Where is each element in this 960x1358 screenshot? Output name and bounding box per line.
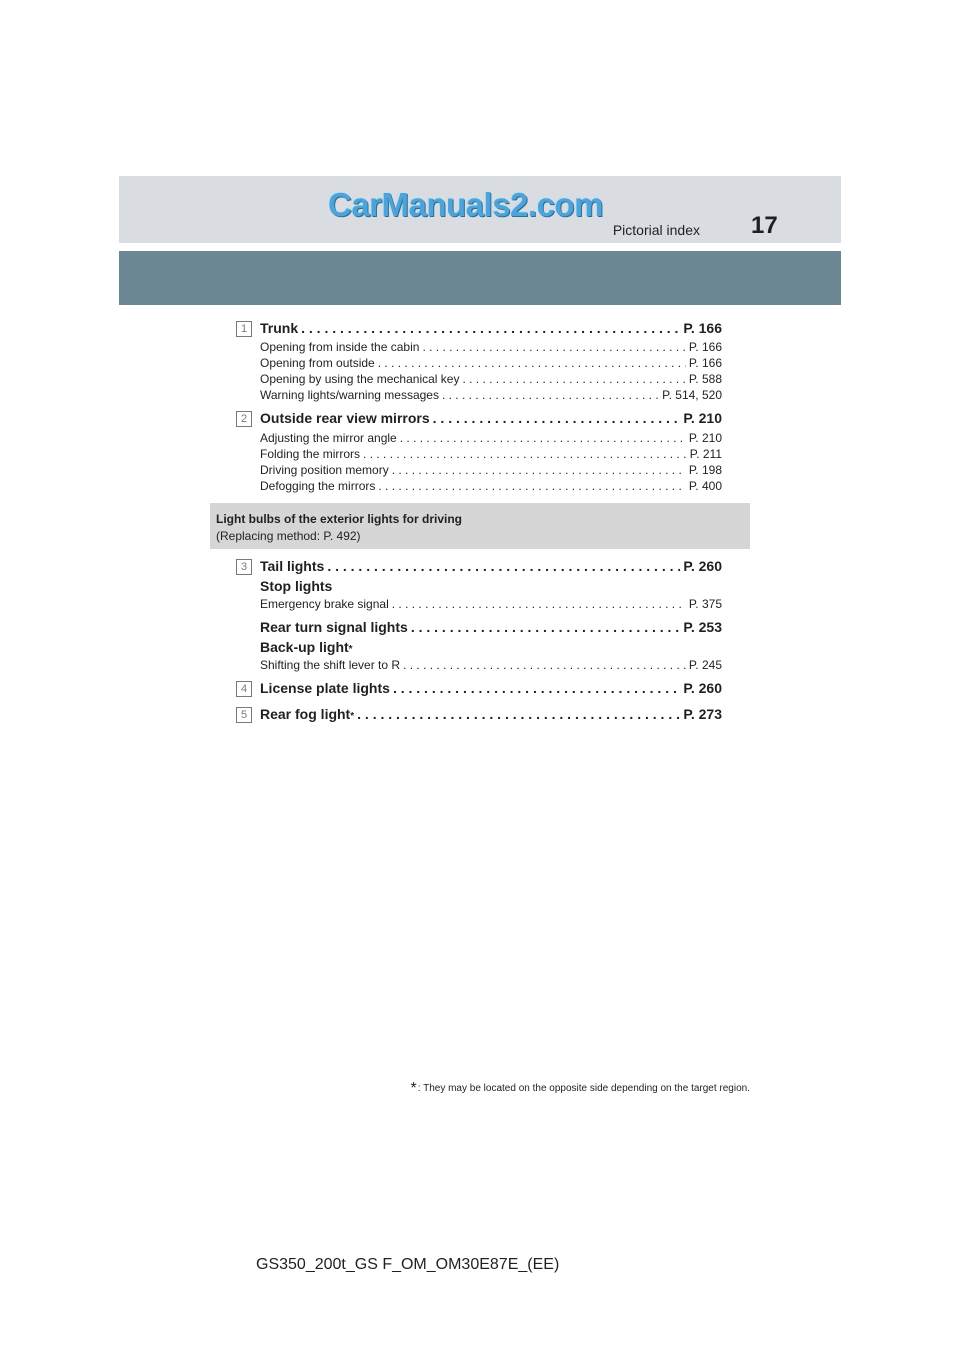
sub-entry-label: Folding the mirrors <box>260 447 361 461</box>
dot-leader <box>357 706 680 722</box>
dot-leader <box>378 356 686 370</box>
entry-title-row[interactable] <box>260 706 722 722</box>
sub-entry-label: Opening by using the mechanical key <box>260 372 460 386</box>
sub-entry-label: Opening from outside <box>260 356 375 370</box>
document-code: GS350_200t_GS F_OM_OM30E87E_(EE) <box>256 1256 560 1273</box>
dot-leader <box>393 680 680 696</box>
entry-title: Trunk <box>260 320 299 336</box>
sub-entry-label: Warning lights/warning messages <box>260 388 439 402</box>
sub-entry-row[interactable] <box>260 597 722 611</box>
sub-entry-label: Adjusting the mirror angle <box>260 431 397 445</box>
page-ref: P. 400 <box>688 479 722 493</box>
entry-title-row[interactable] <box>260 558 722 574</box>
section-title: Pictorial index <box>612 222 700 238</box>
entry-number-badge: 4 <box>236 681 252 697</box>
page-ref: P. 210 <box>683 410 722 426</box>
entry-title-row <box>260 578 722 594</box>
sub-entry-row[interactable] <box>260 340 722 354</box>
entry-title: Stop lights <box>260 578 333 594</box>
sub-entry-row[interactable] <box>260 658 722 672</box>
entry-title-row[interactable] <box>260 680 722 696</box>
page-ref: P. 210 <box>688 431 722 445</box>
entry-title: Rear fog light <box>260 706 351 722</box>
sub-entry-row[interactable] <box>260 479 722 493</box>
entry-title: Outside rear view mirrors <box>260 410 430 426</box>
page-ref: P. 211 <box>689 447 722 461</box>
entry-number-badge: 3 <box>236 559 252 575</box>
dot-leader <box>327 558 680 574</box>
page-ref: P. 166 <box>688 356 722 370</box>
sub-entry-row[interactable] <box>260 356 722 370</box>
page-ref: P. 514, 520 <box>662 388 722 402</box>
sub-entry-label: Defogging the mirrors <box>260 479 376 493</box>
entry-number-badge: 2 <box>236 411 252 427</box>
watermark-logo: CarManuals2.com <box>328 186 603 223</box>
footnote-star: * <box>410 1080 417 1097</box>
footnote-text: : They may be located on the opposite side depending on the target region. <box>417 1083 750 1094</box>
dot-leader <box>433 410 681 426</box>
dot-leader <box>363 447 687 461</box>
entry-title: Tail lights <box>260 558 325 574</box>
dot-leader <box>392 463 686 477</box>
info-box-subtitle: (Replacing method: P. 492) <box>216 529 361 543</box>
dot-leader <box>411 619 681 635</box>
info-box <box>210 503 750 549</box>
title-band <box>119 251 841 305</box>
sub-entry-row[interactable] <box>260 463 722 477</box>
sub-entry-label: Emergency brake signal <box>260 597 389 611</box>
page-ref: P. 253 <box>683 619 722 635</box>
sub-entry-row[interactable] <box>260 447 722 461</box>
page-ref: P. 166 <box>683 320 722 336</box>
entry-title-row[interactable] <box>260 320 722 336</box>
entry-title: Back-up light <box>260 639 349 655</box>
entry-title-row[interactable] <box>260 619 722 635</box>
sub-entry-label: Opening from inside the cabin <box>260 340 420 354</box>
page-ref: P. 166 <box>688 340 722 354</box>
entry-title: License plate lights <box>260 680 390 696</box>
page-ref: P. 245 <box>688 658 722 672</box>
dot-leader <box>301 320 680 336</box>
page-ref: P. 260 <box>683 680 722 696</box>
dot-leader <box>462 372 685 386</box>
entry-number-badge: 1 <box>236 321 252 337</box>
sub-entry-row[interactable] <box>260 388 722 402</box>
dot-leader <box>442 388 659 402</box>
sub-entry-label: Shifting the shift lever to R <box>260 658 401 672</box>
dot-leader <box>378 479 685 493</box>
dot-leader <box>392 597 686 611</box>
info-box-title: Light bulbs of the exterior lights for driving <box>216 512 462 526</box>
footnote <box>410 1080 750 1098</box>
footnote-star: * <box>350 711 355 722</box>
dot-leader <box>403 658 686 672</box>
entry-title: Rear turn signal lights <box>260 619 408 635</box>
sub-entry-row[interactable] <box>260 372 722 386</box>
entry-title-row <box>260 639 722 655</box>
footnote-star: * <box>348 644 353 655</box>
sub-entry-label: Driving position memory <box>260 463 389 477</box>
sub-entry-row[interactable] <box>260 431 722 445</box>
page-ref: P. 198 <box>688 463 722 477</box>
page-number: 17 <box>751 212 778 239</box>
dot-leader <box>400 431 686 445</box>
page-ref: P. 588 <box>688 372 722 386</box>
page-ref: P. 375 <box>688 597 722 611</box>
dot-leader <box>422 340 685 354</box>
entry-title-row[interactable] <box>260 410 722 426</box>
page-ref: P. 273 <box>683 706 722 722</box>
entry-number-badge: 5 <box>236 707 252 723</box>
page-ref: P. 260 <box>683 558 722 574</box>
